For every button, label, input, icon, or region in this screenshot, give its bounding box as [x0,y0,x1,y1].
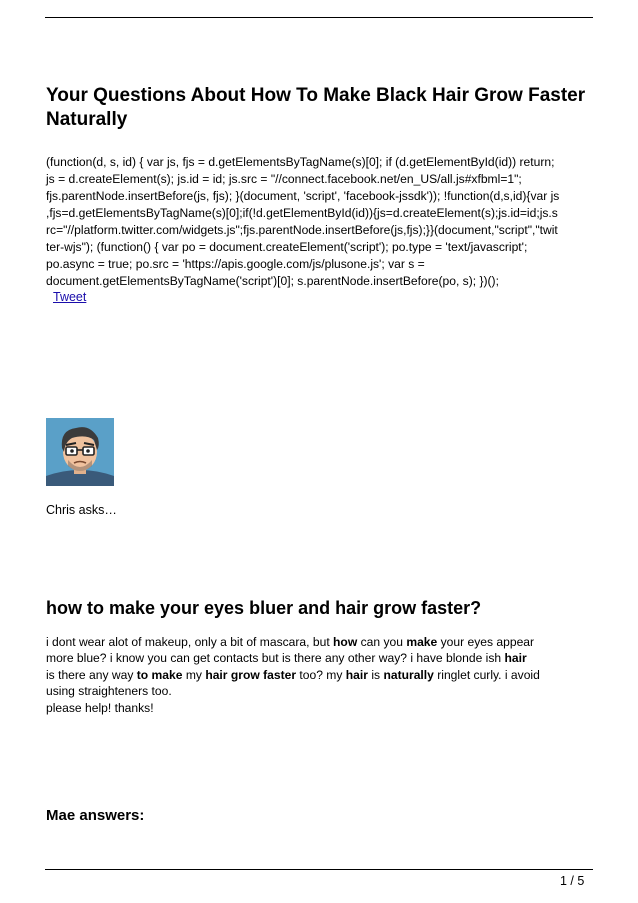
code-line: js = d.createElement(s); js.id = id; js.src = "//connect.facebook.net/en_US/all.js#xfbml=1"; [46,172,522,186]
code-line: (function(d, s, id) { var js, fjs = d.getElementsByTagName(s)[0]; if (d.getElementById(id)) return; [46,155,555,169]
body-line [46,650,594,666]
code-line: ter-wjs"); (function() { var po = document.createElement('script'); po.type = 'text/javascript'; [46,240,528,254]
body-line [46,667,594,683]
body-text: is there any way [46,667,137,682]
header-rule [45,17,593,18]
body-text: is [367,667,384,682]
footer-rule [45,869,593,870]
body-text: using straighteners too. [46,684,172,699]
body-text: please help! thanks! [46,700,154,715]
keyword-highlight: hair [504,651,527,666]
avatar [46,418,114,486]
body-text: your eyes appear [437,635,535,649]
body-line [46,683,594,699]
page-number: 1 / 5 [560,874,585,888]
keyword-highlight: hair grow faster [205,667,297,682]
code-line: document.getElementsByTagName('script')[0]; s.parentNode.insertBefore(po, s); })(); [46,274,499,288]
asker-label: Chris asks… [46,503,117,517]
keyword-highlight: naturally [383,667,434,682]
cartoon-avatar-icon [46,418,114,486]
body-text: too? my [296,667,346,682]
question-heading: how to make your eyes bluer and hair grow faster? [46,598,482,618]
keyword-highlight: make [406,635,438,649]
body-text: more blue? i know you can get contacts but is there any other way? i have blonde ish [46,651,505,666]
keyword-highlight: hair [345,667,368,682]
body-line [46,634,594,650]
body-line [46,700,594,716]
body-text: ringlet curly. i avoid [433,667,540,682]
body-text: my [182,667,206,682]
keyword-highlight: to make [136,667,183,682]
body-text: can you [357,635,407,649]
page-title: Your Questions About How To Make Black Hair Grow Faster Naturally [46,85,586,130]
embed-script-text [46,154,594,290]
body-text: i dont wear alot of makeup, only a bit of mascara, but [46,635,334,649]
code-line: fjs.parentNode.insertBefore(js, fjs); }(document, 'script', 'facebook-jssdk')); !function(d,s,id){var js [46,189,560,203]
tweet-link[interactable]: Tweet [53,290,87,304]
code-line: ,fjs=d.getElementsByTagName(s)[0];if(!d.getElementById(id)){js=d.createElement(s);js.id=id;js.s [46,206,558,220]
code-line: rc="//platform.twitter.com/widgets.js";fjs.parentNode.insertBefore(js,fjs);}}(document,"script","twit [46,223,558,237]
code-line: po.async = true; po.src = 'https://apis.google.com/js/plusone.js'; var s = [46,257,425,271]
question-body [46,634,594,716]
answerer-label: Mae answers: [46,807,145,824]
keyword-highlight: how [333,635,358,649]
